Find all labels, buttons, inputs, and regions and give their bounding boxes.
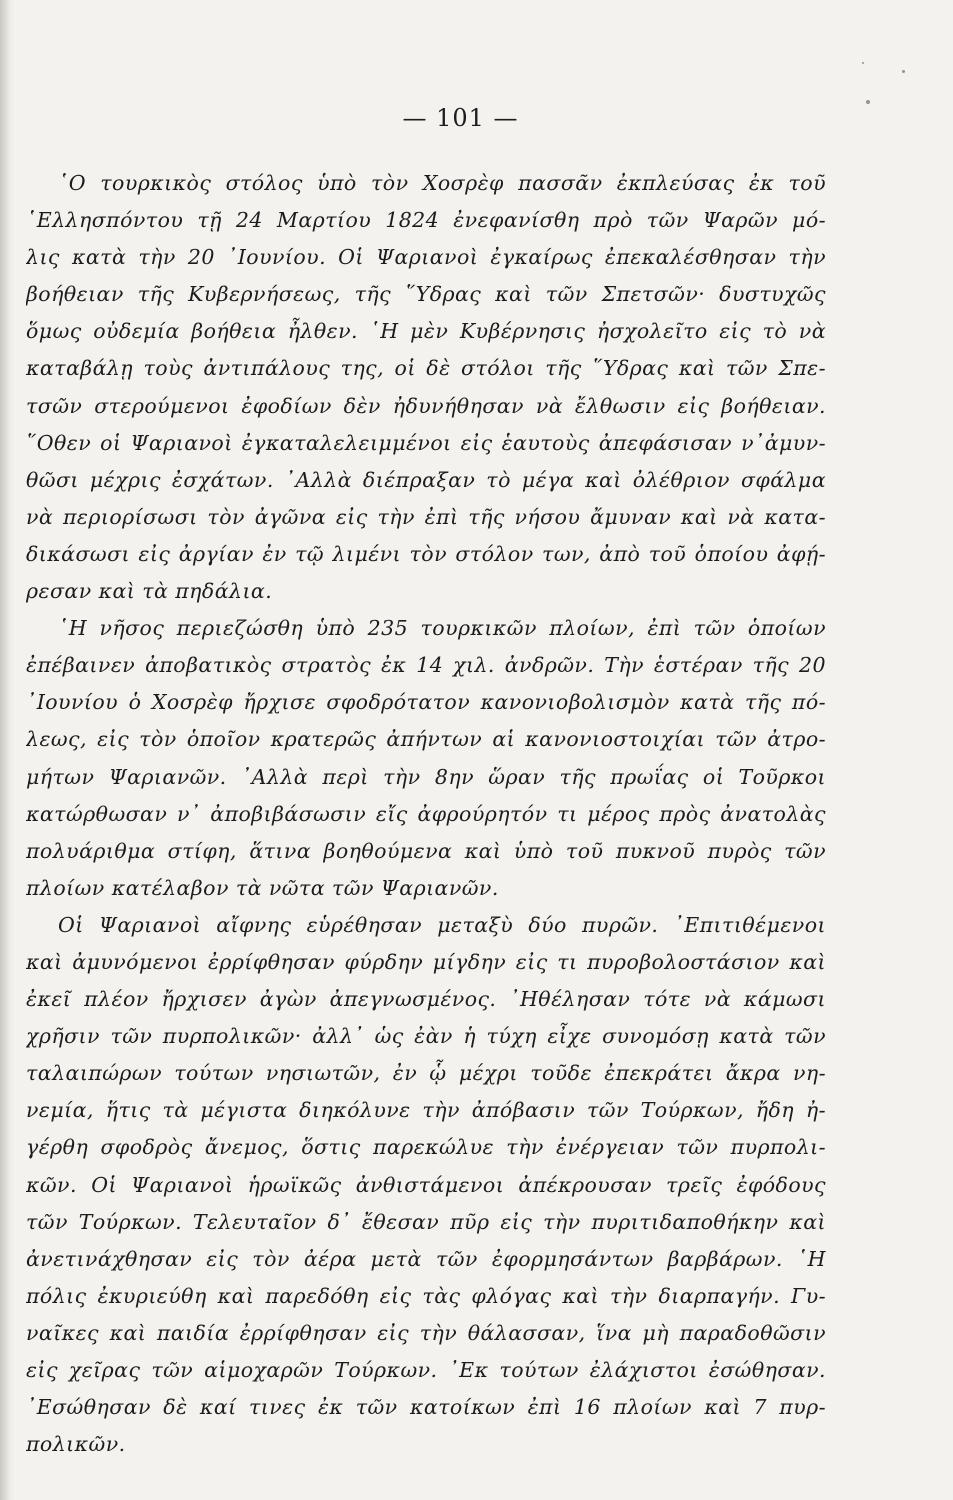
text-line: ῾Ελλησπόντου τῇ 24 Μαρτίου 1824 ἐνεφανίσθη πρὸ τῶν Ψαρῶν μό- — [26, 208, 826, 233]
page-number: — 101 — — [402, 104, 519, 132]
text-line: τῶν Τούρκων. Τελευταῖον δ᾿ ἔθεσαν πῦρ εἰς τὴν πυριτιδαποθήκην καὶ — [26, 1209, 826, 1234]
text-line: ᾿Ιουνίου ὁ Χοσρὲφ ἤρχισε σφοδρότατον κανονιοβολισμὸν κατὰ τῆς πό- — [26, 690, 826, 715]
paper-speck — [862, 62, 864, 64]
text-line: κῶν. Οἱ Ψαριανοὶ ἡρωϊκῶς ἀνθιστάμενοι ἀπέκρουσαν τρεῖς ἐφόδους — [26, 1172, 826, 1197]
text-line: πολυάριθμα στίφη, ἅτινα βοηθούμενα καὶ ὑπὸ τοῦ πυκνοῦ πυρὸς τῶν — [26, 838, 826, 863]
text-line: ναῖκες καὶ παιδία ἐρρίφθησαν εἰς τὴν θάλασσαν, ἵνα μὴ παραδοθῶσιν — [26, 1320, 826, 1345]
body-text — [26, 165, 826, 1463]
text-line: πόλις ἐκυριεύθη καὶ παρεδόθη εἰς τὰς φλόγας καὶ τὴν διαρπαγήν. Γυ- — [26, 1283, 826, 1308]
text-line: ρεσαν καὶ τὰ πηδάλια. — [26, 579, 273, 604]
text-line: ἀνετινάχθησαν εἰς τὸν ἀέρα μετὰ τῶν ἐφορμησάντων βαρβάρων. ῾Η — [26, 1246, 826, 1271]
text-line: μήτων Ψαριανῶν. ᾿Αλλὰ περὶ τὴν 8ην ὥραν τῆς πρωΐας οἱ Τοῦρκοι — [26, 764, 826, 789]
text-line: τσῶν στερούμενοι ἐφοδίων δὲν ἠδυνήθησαν νὰ ἔλθωσιν εἰς βοήθειαν. — [26, 393, 826, 418]
paper-speck — [902, 70, 905, 73]
text-line: ταλαιπώρων τούτων νησιωτῶν, ἐν ᾧ μέχρι τοῦδε ἐπεκράτει ἄκρα νη- — [26, 1061, 826, 1086]
text-line: ῾Ο τουρκικὸς στόλος ὑπὸ τὸν Χοσρὲφ πασσᾶν ἐκπλεύσας ἐκ τοῦ — [58, 171, 826, 195]
text-line: βοήθειαν τῆς Κυβερνήσεως, τῆς ῞Υδρας καὶ τῶν Σπετσῶν· δυστυχῶς — [26, 282, 826, 307]
text-line: χρῆσιν τῶν πυρπολικῶν· ἀλλ᾿ ὡς ἐὰν ἡ τύχη εἶχε συνομόσῃ κατὰ τῶν — [26, 1024, 826, 1049]
text-line: πλοίων κατέλαβον τὰ νῶτα τῶν Ψαριανῶν. — [26, 875, 499, 900]
text-line: θῶσι μέχρις ἐσχάτων. ᾿Αλλὰ διέπραξαν τὸ μέγα καὶ ὀλέθριον σφάλμα — [26, 467, 826, 492]
text-line: ὅμως οὐδεμία βοήθεια ἦλθεν. ῾Η μὲν Κυβέρνησις ἠσχολεῖτο εἰς τὸ νὰ — [26, 319, 826, 344]
text-line: Οἱ Ψαριανοὶ αἴφνης εὑρέθησαν μεταξὺ δύο πυρῶν. ᾿Επιτιθέμενοι — [58, 912, 826, 937]
text-line: ῞Οθεν οἱ Ψαριανοὶ ἐγκαταλελειμμένοι εἰς ἑαυτοὺς ἀπεφάσισαν ν᾿ἀμυν- — [26, 430, 826, 455]
text-line: γέρθη σφοδρὸς ἄνεμος, ὅστις παρεκώλυε τὴν ἐνέργειαν τῶν πυρπολι- — [26, 1135, 826, 1160]
text-line: ἐκεῖ πλέον ἤρχισεν ἀγὼν ἀπεγνωσμένος. ᾿Ηθέλησαν τότε νὰ κάμωσι — [26, 987, 826, 1012]
text-line: δικάσωσι εἰς ἀργίαν ἐν τῷ λιμένι τὸν στόλον των, ἀπὸ τοῦ ὁποίου ἀφῄ- — [26, 541, 826, 566]
text-line: καὶ ἀμυνόμενοι ἐρρίφθησαν φύρδην μίγδην εἰς τι πυροβολοστάσιον καὶ — [26, 949, 826, 974]
text-line: νεμία, ἥτις τὰ μέγιστα διηκόλυνε τὴν ἀπόβασιν τῶν Τούρκων, ἤδη ἠ- — [26, 1098, 826, 1123]
text-line: καταβάλῃ τοὺς ἀντιπάλους της, οἱ δὲ στόλοι τῆς ῞Υδρας καὶ τῶν Σπε- — [26, 356, 826, 381]
text-line: κατώρθωσαν ν᾿ ἀποβιβάσωσιν εἴς ἀφρούρητόν τι μέρος πρὸς ἀνατολὰς — [26, 801, 826, 826]
text-line: λεως, εἰς τὸν ὁποῖον κρατερῶς ἀπήντων αἱ κανονιοστοιχίαι τῶν ἀτρο- — [26, 727, 826, 752]
text-line: λις κατὰ τὴν 20 ᾿Ιουνίου. Οἱ Ψαριανοὶ ἐγκαίρως ἐπεκαλέσθησαν τὴν — [26, 245, 826, 270]
text-line: ἐπέβαινεν ἀποβατικὸς στρατὸς ἐκ 14 χιλ. ἀνδρῶν. Τὴν ἑστέραν τῆς 20 — [26, 653, 826, 678]
text-line: ᾿Εσώθησαν δὲ καί τινες ἐκ τῶν κατοίκων ἐπὶ 16 πλοίων καὶ 7 πυρ- — [26, 1395, 826, 1420]
page-edge-shadow — [0, 0, 14, 1500]
text-line: πολικῶν. — [26, 1432, 126, 1457]
text-line: εἰς χεῖρας τῶν αἱμοχαρῶν Τούρκων. ᾿Εκ τούτων ἐλάχιστοι ἐσώθησαν. — [26, 1358, 826, 1382]
text-line: νὰ περιορίσωσι τὸν ἀγῶνα εἰς τὴν ἐπὶ τῆς νήσου ἄμυναν καὶ νὰ κατα- — [26, 504, 826, 529]
text-line: ῾Η νῆσος περιεζώσθη ὑπὸ 235 τουρκικῶν πλοίων, ἐπὶ τῶν ὁποίων — [58, 616, 826, 641]
